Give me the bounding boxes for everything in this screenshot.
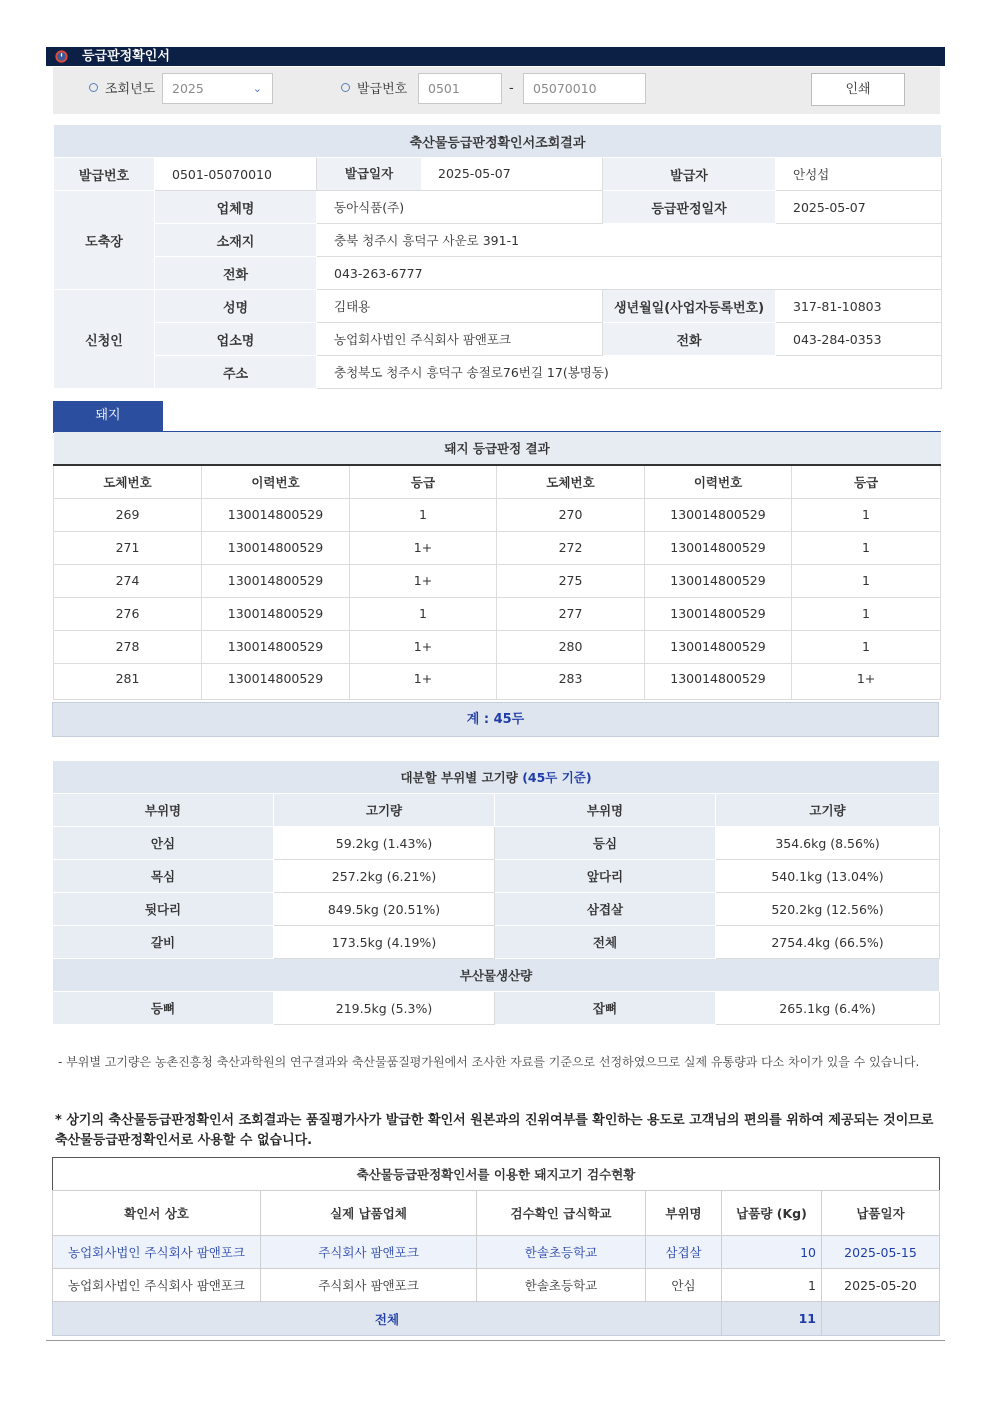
trace-no: 130014800529: [202, 597, 350, 630]
meat-amount: 2754.4kg (66.5%): [716, 926, 940, 959]
meat-amount: 849.5kg (20.51%): [274, 893, 495, 926]
issue-no-value: 0501-05070010: [155, 158, 317, 191]
meat-amount: 257.2kg (6.21%): [274, 860, 495, 893]
name-value: 김태용: [317, 290, 603, 323]
part-name: 앞다리: [495, 860, 716, 893]
page-title: 등급판정확인서: [82, 49, 170, 64]
cert-company: 농업회사법인 주식회사 팜앤포크: [53, 1269, 261, 1302]
carcass-no: 270: [497, 498, 645, 531]
part-name: 안심: [646, 1269, 722, 1302]
meat-caption: 대분할 부위별 고기량 (45두 기준): [53, 761, 940, 794]
carcass-no: 276: [54, 597, 202, 630]
inspection-table: [52, 1157, 940, 1336]
column-header: 고기량: [274, 794, 495, 827]
table-row: [54, 564, 941, 597]
column-header: 도체번호: [497, 465, 645, 498]
supplier: 주식회사 팜앤포크: [261, 1269, 477, 1302]
grade: 1+: [350, 531, 497, 564]
grade: 1: [792, 531, 941, 564]
byproduct-caption: 부산물생산량: [53, 959, 940, 992]
meat-amount: 354.6kg (8.56%): [716, 827, 940, 860]
table-row: [54, 630, 941, 663]
delivery-amount: 1: [722, 1269, 822, 1302]
column-header: 실제 납품업체: [261, 1191, 477, 1236]
year-select[interactable]: 2025 ⌄: [162, 73, 273, 104]
trace-no: 130014800529: [645, 498, 792, 531]
search-bar: [53, 67, 940, 114]
issue-date-value: 2025-05-07: [438, 166, 511, 181]
trace-no: 130014800529: [645, 564, 792, 597]
tab-pig[interactable]: 돼지: [53, 401, 163, 431]
phone-value: 043-263-6777: [317, 257, 942, 290]
byproduct-part: 잡뼈: [495, 992, 716, 1025]
company-label: 업체명: [155, 191, 317, 224]
column-header: 부위명: [646, 1191, 722, 1236]
carcass-no: 278: [54, 630, 202, 663]
part-name: 목심: [53, 860, 274, 893]
applicant-label: 신청인: [54, 290, 155, 389]
part-name: 삼겹살: [495, 893, 716, 926]
carcass-no: 269: [54, 498, 202, 531]
table-row: [53, 926, 940, 959]
issuer-value: 안성섭: [776, 158, 942, 191]
table-row: [54, 531, 941, 564]
column-header: 등급: [350, 465, 497, 498]
meat-basis: (45두 기준): [522, 770, 592, 785]
byproduct-part: 등뼈: [53, 992, 274, 1025]
grade-date-label: 등급판정일자: [603, 191, 776, 224]
trace-no: 130014800529: [202, 564, 350, 597]
column-header: 확인서 상호: [53, 1191, 261, 1236]
year-label: 조회년도: [89, 80, 155, 100]
grade: 1: [792, 564, 941, 597]
column-header: 검수확인 급식학교: [477, 1191, 646, 1236]
cert-company: 농업회사법인 주식회사 팜앤포크: [53, 1236, 261, 1269]
company-value: 동아식품(주): [317, 191, 603, 224]
certificate-info-table: [53, 124, 942, 389]
column-header: 납품량 (Kg): [722, 1191, 822, 1236]
supplier: 주식회사 팜앤포크: [261, 1236, 477, 1269]
delivery-date: 2025-05-15: [822, 1236, 940, 1269]
table-row: [54, 597, 941, 630]
title-bar: [46, 47, 945, 66]
business-label: 업소명: [155, 323, 317, 356]
column-header: 부위명: [53, 794, 274, 827]
carcass-no: 272: [497, 531, 645, 564]
table-row: [54, 663, 941, 699]
meat-amount: 520.2kg (12.56%): [716, 893, 940, 926]
trace-no: 130014800529: [645, 597, 792, 630]
pig-caption: 돼지 등급판정 결과: [54, 432, 941, 465]
table-row: [53, 827, 940, 860]
part-name: 삼겹살: [646, 1236, 722, 1269]
trace-no: 130014800529: [202, 630, 350, 663]
part-name: 갈비: [53, 926, 274, 959]
carcass-no: 271: [54, 531, 202, 564]
applicant-phone-label: 전화: [603, 323, 776, 356]
location-label: 소재지: [155, 224, 317, 257]
trace-no: 130014800529: [645, 531, 792, 564]
meat-yield-table: [52, 760, 940, 1025]
birth-value: 317-81-10803: [776, 290, 942, 323]
table-row: [53, 893, 940, 926]
grade: 1+: [350, 663, 497, 699]
location-value: 충북 청주시 흥덕구 사운로 391-1: [317, 224, 942, 257]
grade: 1: [350, 597, 497, 630]
business-value: 농업회사법인 주식회사 팜앤포크: [317, 323, 603, 356]
grade: 1: [350, 498, 497, 531]
grade: 1+: [792, 663, 941, 699]
byproduct-amount: 219.5kg (5.3%): [274, 992, 495, 1025]
yield-note: - 부위별 고기량은 농촌진흥청 축산과학원의 연구결과와 축산물품질평가원에서 조사한 자료를 기준으로 선정하였으므로 실제 유통량과 다소 차이가 있을 수 있습니다.: [58, 1055, 920, 1069]
issue-no-label: 발급번호: [54, 158, 155, 191]
grade: 1: [792, 630, 941, 663]
school: 한솔초등학교: [477, 1236, 646, 1269]
part-name: 안심: [53, 827, 274, 860]
phone-label: 전화: [155, 257, 317, 290]
trace-no: 130014800529: [202, 498, 350, 531]
delivery-date: 2025-05-20: [822, 1269, 940, 1302]
issue-number-suffix-input[interactable]: 05070010: [523, 73, 646, 104]
inspection-total-label: 전체: [53, 1302, 722, 1336]
table-row: [53, 1236, 940, 1269]
page-bottom-divider: [46, 1340, 945, 1341]
part-name: 전체: [495, 926, 716, 959]
inspection-total-row: [53, 1302, 940, 1336]
slaughterhouse-label: 도축장: [54, 191, 155, 290]
species-tabs: [53, 401, 941, 433]
grade-date-value: 2025-05-07: [776, 191, 942, 224]
issuer-label: 발급자: [603, 158, 776, 191]
trace-no: 130014800529: [645, 630, 792, 663]
carcass-no: 280: [497, 630, 645, 663]
part-name: 뒷다리: [53, 893, 274, 926]
part-name: 등심: [495, 827, 716, 860]
column-header: 고기량: [716, 794, 940, 827]
pig-total: 계 : 45두: [52, 702, 939, 737]
column-header: 납품일자: [822, 1191, 940, 1236]
info-caption: 축산물등급판정확인서조회결과: [54, 125, 942, 158]
column-header: 이력번호: [645, 465, 792, 498]
chevron-down-icon: ⌄: [252, 82, 262, 95]
birth-label: 생년월일(사업자등록번호): [603, 290, 776, 323]
inspection-caption: 축산물등급판정확인서를 이용한 돼지고기 검수현황: [53, 1158, 940, 1191]
trace-no: 130014800529: [645, 663, 792, 699]
carcass-no: 281: [54, 663, 202, 699]
carcass-no: 283: [497, 663, 645, 699]
clock-icon: [55, 50, 68, 63]
bullet-icon: [341, 83, 350, 92]
meat-amount: 59.2kg (1.43%): [274, 827, 495, 860]
meat-amount: 173.5kg (4.19%): [274, 926, 495, 959]
column-header: 등급: [792, 465, 941, 498]
byproduct-amount: 265.1kg (6.4%): [716, 992, 940, 1025]
table-row: [53, 1269, 940, 1302]
table-row: [54, 498, 941, 531]
issue-number-prefix-input[interactable]: 0501: [418, 73, 502, 104]
issue-number-dash: -: [509, 81, 514, 96]
print-button[interactable]: 인쇄: [811, 73, 905, 106]
grade: 1+: [350, 630, 497, 663]
school: 한솔초등학교: [477, 1269, 646, 1302]
column-header: 도체번호: [54, 465, 202, 498]
trace-no: 130014800529: [202, 663, 350, 699]
delivery-amount: 10: [722, 1236, 822, 1269]
applicant-phone-value: 043-284-0353: [776, 323, 942, 356]
pig-grading-table: [53, 432, 941, 700]
inspection-total-value: 11: [722, 1302, 822, 1336]
address-label: 주소: [155, 356, 317, 389]
grade: 1: [792, 498, 941, 531]
carcass-no: 275: [497, 564, 645, 597]
trace-no: 130014800529: [202, 531, 350, 564]
grade: 1: [792, 597, 941, 630]
column-header: 부위명: [495, 794, 716, 827]
issue-date-label: 발급일자: [317, 158, 422, 190]
address-value: 충청북도 청주시 흥덕구 송절로76번길 17(봉명동): [317, 356, 942, 389]
issue-date-cell: [317, 158, 603, 191]
inspection-total-empty: [822, 1302, 940, 1336]
carcass-no: 274: [54, 564, 202, 597]
carcass-no: 277: [497, 597, 645, 630]
column-header: 이력번호: [202, 465, 350, 498]
grade: 1+: [350, 564, 497, 597]
table-row: [53, 860, 940, 893]
meat-amount: 540.1kg (13.04%): [716, 860, 940, 893]
name-label: 성명: [155, 290, 317, 323]
bullet-icon: [89, 83, 98, 92]
issue-number-label: 발급번호: [341, 80, 407, 100]
disclaimer-warning: * 상기의 축산물등급판정확인서 조회결과는 품질평가사가 발급한 확인서 원본과의 진위여부를 확인하는 용도로 고객님의 편의를 위하여 제공되는 것이므로 축산물등급판정확인서로 사용할 수 없습니다.: [55, 1113, 934, 1148]
